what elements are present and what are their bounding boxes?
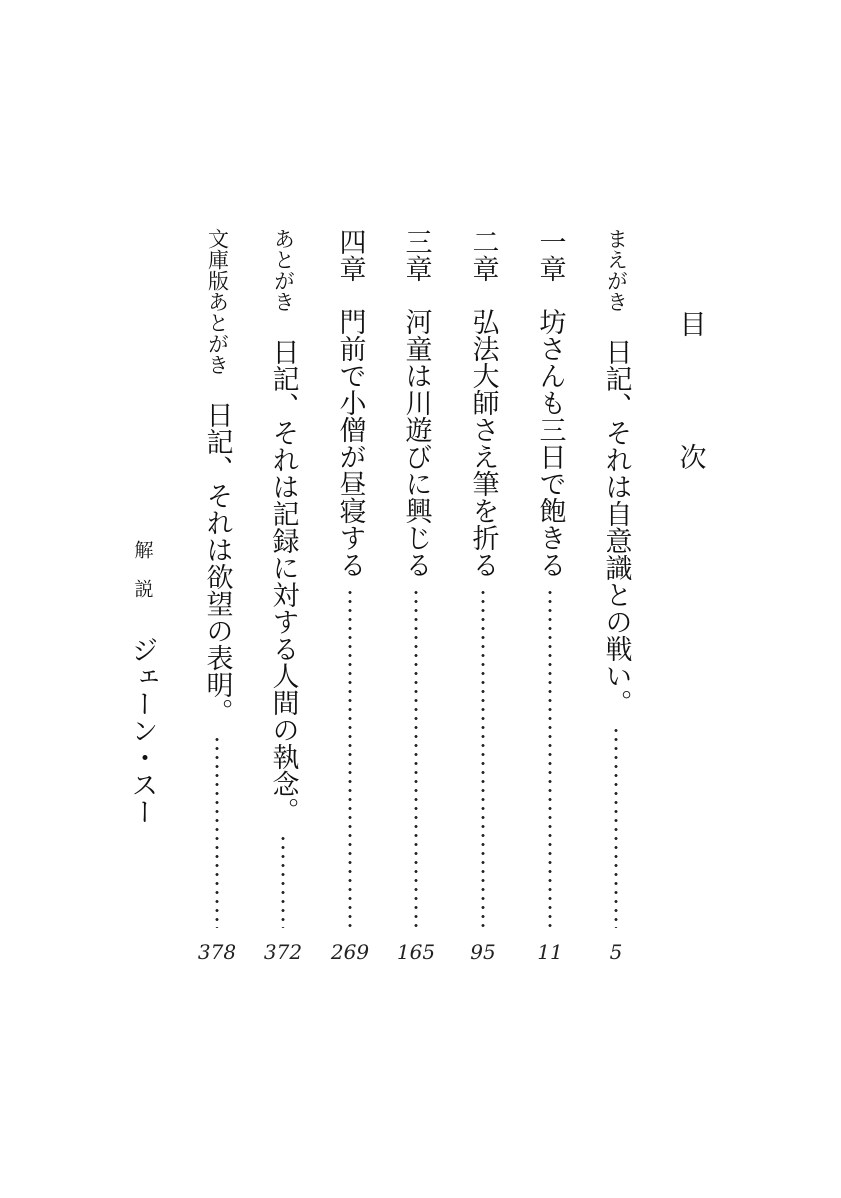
entry-title: 河童は川遊びに興じる xyxy=(400,308,432,578)
entry-title: 坊さんも三日で飽きる xyxy=(534,308,566,578)
dot-leader xyxy=(215,735,219,928)
dot-leader xyxy=(348,588,352,928)
page-number: 95 xyxy=(470,940,496,964)
entry-label: 二章 xyxy=(467,228,499,282)
entry-label: あとがき xyxy=(271,228,296,312)
commentary-label: 解説 xyxy=(131,540,154,618)
commentary-author: ジェーン・スー xyxy=(126,636,158,825)
entry-title: 日記、それは自意識との戦い。 xyxy=(600,338,632,716)
toc-entry-bunko-afterword[interactable] xyxy=(197,228,237,928)
toc-entry-chapter-2[interactable] xyxy=(463,228,503,928)
entry-title: 日記、それは記録に対する人間の執念。 xyxy=(267,338,299,824)
entry-title: 日記、それは欲望の表明。 xyxy=(201,401,233,725)
toc-entry-chapter-1[interactable] xyxy=(530,228,570,928)
heading-char-1: 目 xyxy=(679,310,707,341)
dot-leader xyxy=(414,588,418,928)
entry-label: 四章 xyxy=(334,228,366,282)
page-number: 372 xyxy=(263,940,303,964)
dot-leader xyxy=(281,834,285,928)
toc-entry-commentary[interactable] xyxy=(122,540,162,840)
dot-leader xyxy=(481,588,485,928)
entry-title: 門前で小僧が昼寝する xyxy=(334,308,366,578)
toc-entry-chapter-3[interactable] xyxy=(396,228,436,928)
toc-entry-afterword[interactable] xyxy=(263,228,303,928)
page-number: 378 xyxy=(197,940,237,964)
dot-leader xyxy=(614,726,618,928)
toc-entry-preface[interactable] xyxy=(596,228,636,928)
heading-char-2: 次 xyxy=(679,443,707,474)
page-number: 5 xyxy=(609,940,623,964)
entry-label: 三章 xyxy=(400,228,432,282)
page-number: 165 xyxy=(396,940,436,964)
toc-heading xyxy=(668,312,718,472)
entry-label: 一章 xyxy=(534,228,566,282)
page-number: 269 xyxy=(330,940,370,964)
page-number: 11 xyxy=(537,940,563,964)
entry-title: 弘法大師さえ筆を折る xyxy=(467,308,499,578)
toc-entry-chapter-4[interactable] xyxy=(330,228,370,928)
entry-label: 文庫版あとがき xyxy=(205,228,230,375)
entry-label: まえがき xyxy=(604,228,629,312)
dot-leader xyxy=(548,588,552,928)
